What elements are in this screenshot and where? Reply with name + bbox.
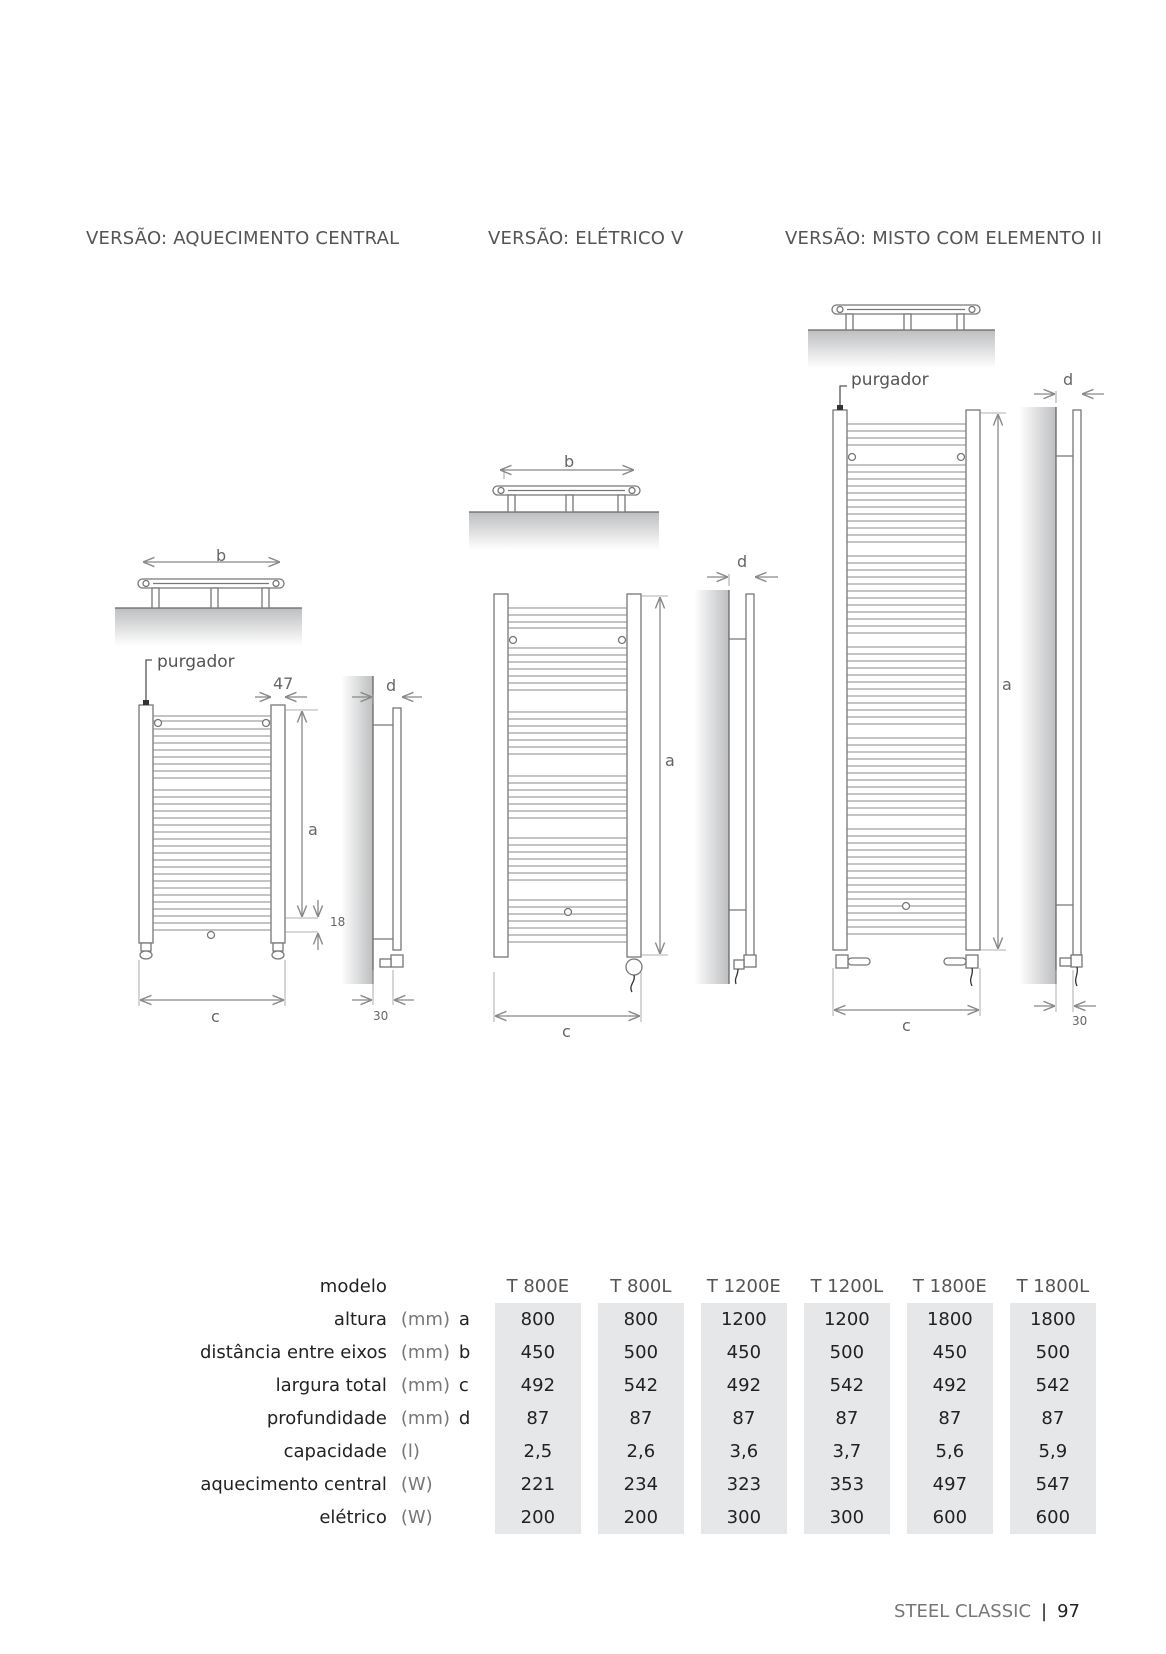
table-cell: 3,6 — [701, 1435, 787, 1468]
table-cell: 1200 — [804, 1303, 890, 1336]
table-cell: 1800 — [907, 1303, 993, 1336]
table-cell: 500 — [1010, 1336, 1096, 1369]
table-cell: 542 — [804, 1369, 890, 1402]
version-heading-central: VERSÃO: AQUECIMENTO CENTRAL — [86, 228, 400, 249]
table-cell: 323 — [701, 1468, 787, 1501]
model-header: T 1200L — [810, 1276, 884, 1297]
row-letter — [459, 1435, 495, 1468]
table-cell: 2,6 — [598, 1435, 684, 1468]
table-row — [200, 1369, 1096, 1402]
table-cell: 492 — [495, 1369, 581, 1402]
row-unit: (mm) — [400, 1342, 450, 1363]
version-heading-eletrico: VERSÃO: ELÉTRICO V — [488, 228, 684, 249]
table-cell: 600 — [907, 1501, 993, 1534]
row-label: aquecimento central — [200, 1474, 387, 1495]
dim-label-b-eletrico: b — [564, 452, 575, 471]
dim-label-30-central: 30 — [373, 1009, 389, 1023]
front-view-eletrico — [494, 594, 668, 1022]
table-cell: 600 — [1010, 1501, 1096, 1534]
row-unit: (mm) — [400, 1375, 450, 1396]
table-header-row — [200, 1270, 1096, 1303]
table-cell: 492 — [907, 1369, 993, 1402]
table-cell: 5,6 — [907, 1435, 993, 1468]
row-letter: d — [458, 1408, 471, 1429]
dim-label-c-eletrico: c — [562, 1022, 571, 1041]
table-row — [200, 1336, 1096, 1369]
drawing-misto — [808, 305, 1104, 1016]
page-footer — [894, 1601, 1080, 1622]
dim-label-c-misto: c — [902, 1016, 911, 1035]
table-cell: 542 — [1010, 1369, 1096, 1402]
model-header: T 1200E — [706, 1276, 781, 1297]
row-label: distância entre eixos — [200, 1342, 387, 1363]
front-view-central — [139, 660, 318, 1006]
top-view-central — [115, 562, 302, 646]
table-cell: 5,9 — [1010, 1435, 1096, 1468]
row-label: profundidade — [266, 1408, 387, 1429]
table-cell: 547 — [1010, 1468, 1096, 1501]
table-row — [200, 1402, 1096, 1435]
table-cell: 450 — [907, 1336, 993, 1369]
row-unit: (mm) — [400, 1408, 450, 1429]
page-number: 97 — [1057, 1601, 1080, 1622]
table-cell: 300 — [701, 1501, 787, 1534]
model-header: T 800E — [506, 1276, 570, 1297]
row-label: altura — [333, 1309, 387, 1330]
table-cell: 2,5 — [495, 1435, 581, 1468]
table-cell: 87 — [1010, 1402, 1096, 1435]
dim-label-18: 18 — [330, 915, 346, 929]
dim-label-d-eletrico: d — [737, 552, 748, 571]
table-cell: 800 — [495, 1303, 581, 1336]
row-unit: (W) — [400, 1474, 433, 1495]
model-header: T 1800L — [1016, 1276, 1090, 1297]
row-letter: a — [458, 1309, 470, 1330]
table-cell: 450 — [495, 1336, 581, 1369]
dim-label-30-misto: 30 — [1072, 1014, 1088, 1028]
table-cell: 3,7 — [804, 1435, 890, 1468]
row-letter — [459, 1501, 495, 1534]
table-cell: 87 — [598, 1402, 684, 1435]
dim-label-c-central: c — [211, 1007, 220, 1026]
dim-label-47: 47 — [273, 674, 294, 693]
drawing-central — [115, 562, 422, 1006]
table-row — [200, 1468, 1096, 1501]
table-row — [200, 1501, 1096, 1534]
table-cell: 800 — [598, 1303, 684, 1336]
dim-label-d-misto: d — [1063, 370, 1074, 389]
drawing-eletrico — [469, 469, 778, 1022]
table-cell: 450 — [701, 1336, 787, 1369]
purgador-label-misto: purgador — [851, 370, 929, 390]
table-cell: 200 — [598, 1501, 684, 1534]
row-letter: b — [458, 1342, 471, 1363]
table-cell: 87 — [907, 1402, 993, 1435]
table-cell: 300 — [804, 1501, 890, 1534]
row-unit: (W) — [400, 1507, 433, 1528]
row-letter: c — [458, 1375, 469, 1396]
table-cell: 500 — [598, 1336, 684, 1369]
front-view-misto — [833, 386, 1006, 1016]
table-row — [200, 1303, 1096, 1336]
table-cell: 200 — [495, 1501, 581, 1534]
table-cell: 492 — [701, 1369, 787, 1402]
table-cell: 87 — [701, 1402, 787, 1435]
version-heading-misto: VERSÃO: MISTO COM ELEMENTO II — [785, 228, 1103, 249]
table-cell: 234 — [598, 1468, 684, 1501]
top-view-misto — [808, 305, 995, 368]
row-label: modelo — [319, 1276, 387, 1297]
model-header: T 1800E — [912, 1276, 987, 1297]
side-view-central — [341, 676, 422, 1005]
dim-label-d-central: d — [386, 676, 397, 695]
table-cell: 1200 — [701, 1303, 787, 1336]
table-cell: 87 — [804, 1402, 890, 1435]
row-label: elétrico — [319, 1507, 387, 1528]
side-view-misto — [1019, 391, 1104, 1012]
dim-label-a-eletrico: a — [665, 751, 675, 770]
table-cell: 542 — [598, 1369, 684, 1402]
table-cell: 500 — [804, 1336, 890, 1369]
row-unit: (mm) — [400, 1309, 450, 1330]
dim-label-a-central: a — [308, 820, 318, 839]
table-cell: 497 — [907, 1468, 993, 1501]
table-cell: 87 — [495, 1402, 581, 1435]
model-header: T 800L — [610, 1276, 672, 1297]
dim-label-b-central: b — [216, 546, 227, 565]
side-view-eletrico — [694, 574, 778, 984]
row-label: largura total — [275, 1375, 387, 1396]
footer-brand: STEEL CLASSIC — [894, 1601, 1032, 1622]
table-cell: 353 — [804, 1468, 890, 1501]
table-cell: 1800 — [1010, 1303, 1096, 1336]
table-row — [200, 1435, 1096, 1468]
table-cell: 221 — [495, 1468, 581, 1501]
row-unit: (l) — [400, 1441, 420, 1462]
dim-label-a-misto: a — [1002, 675, 1012, 694]
specs-table — [200, 1270, 1096, 1534]
top-view-eletrico — [469, 469, 659, 550]
row-label: capacidade — [283, 1441, 387, 1462]
footer-separator: | — [1041, 1601, 1048, 1622]
purgador-label-central: purgador — [157, 652, 235, 672]
row-letter — [459, 1468, 495, 1501]
